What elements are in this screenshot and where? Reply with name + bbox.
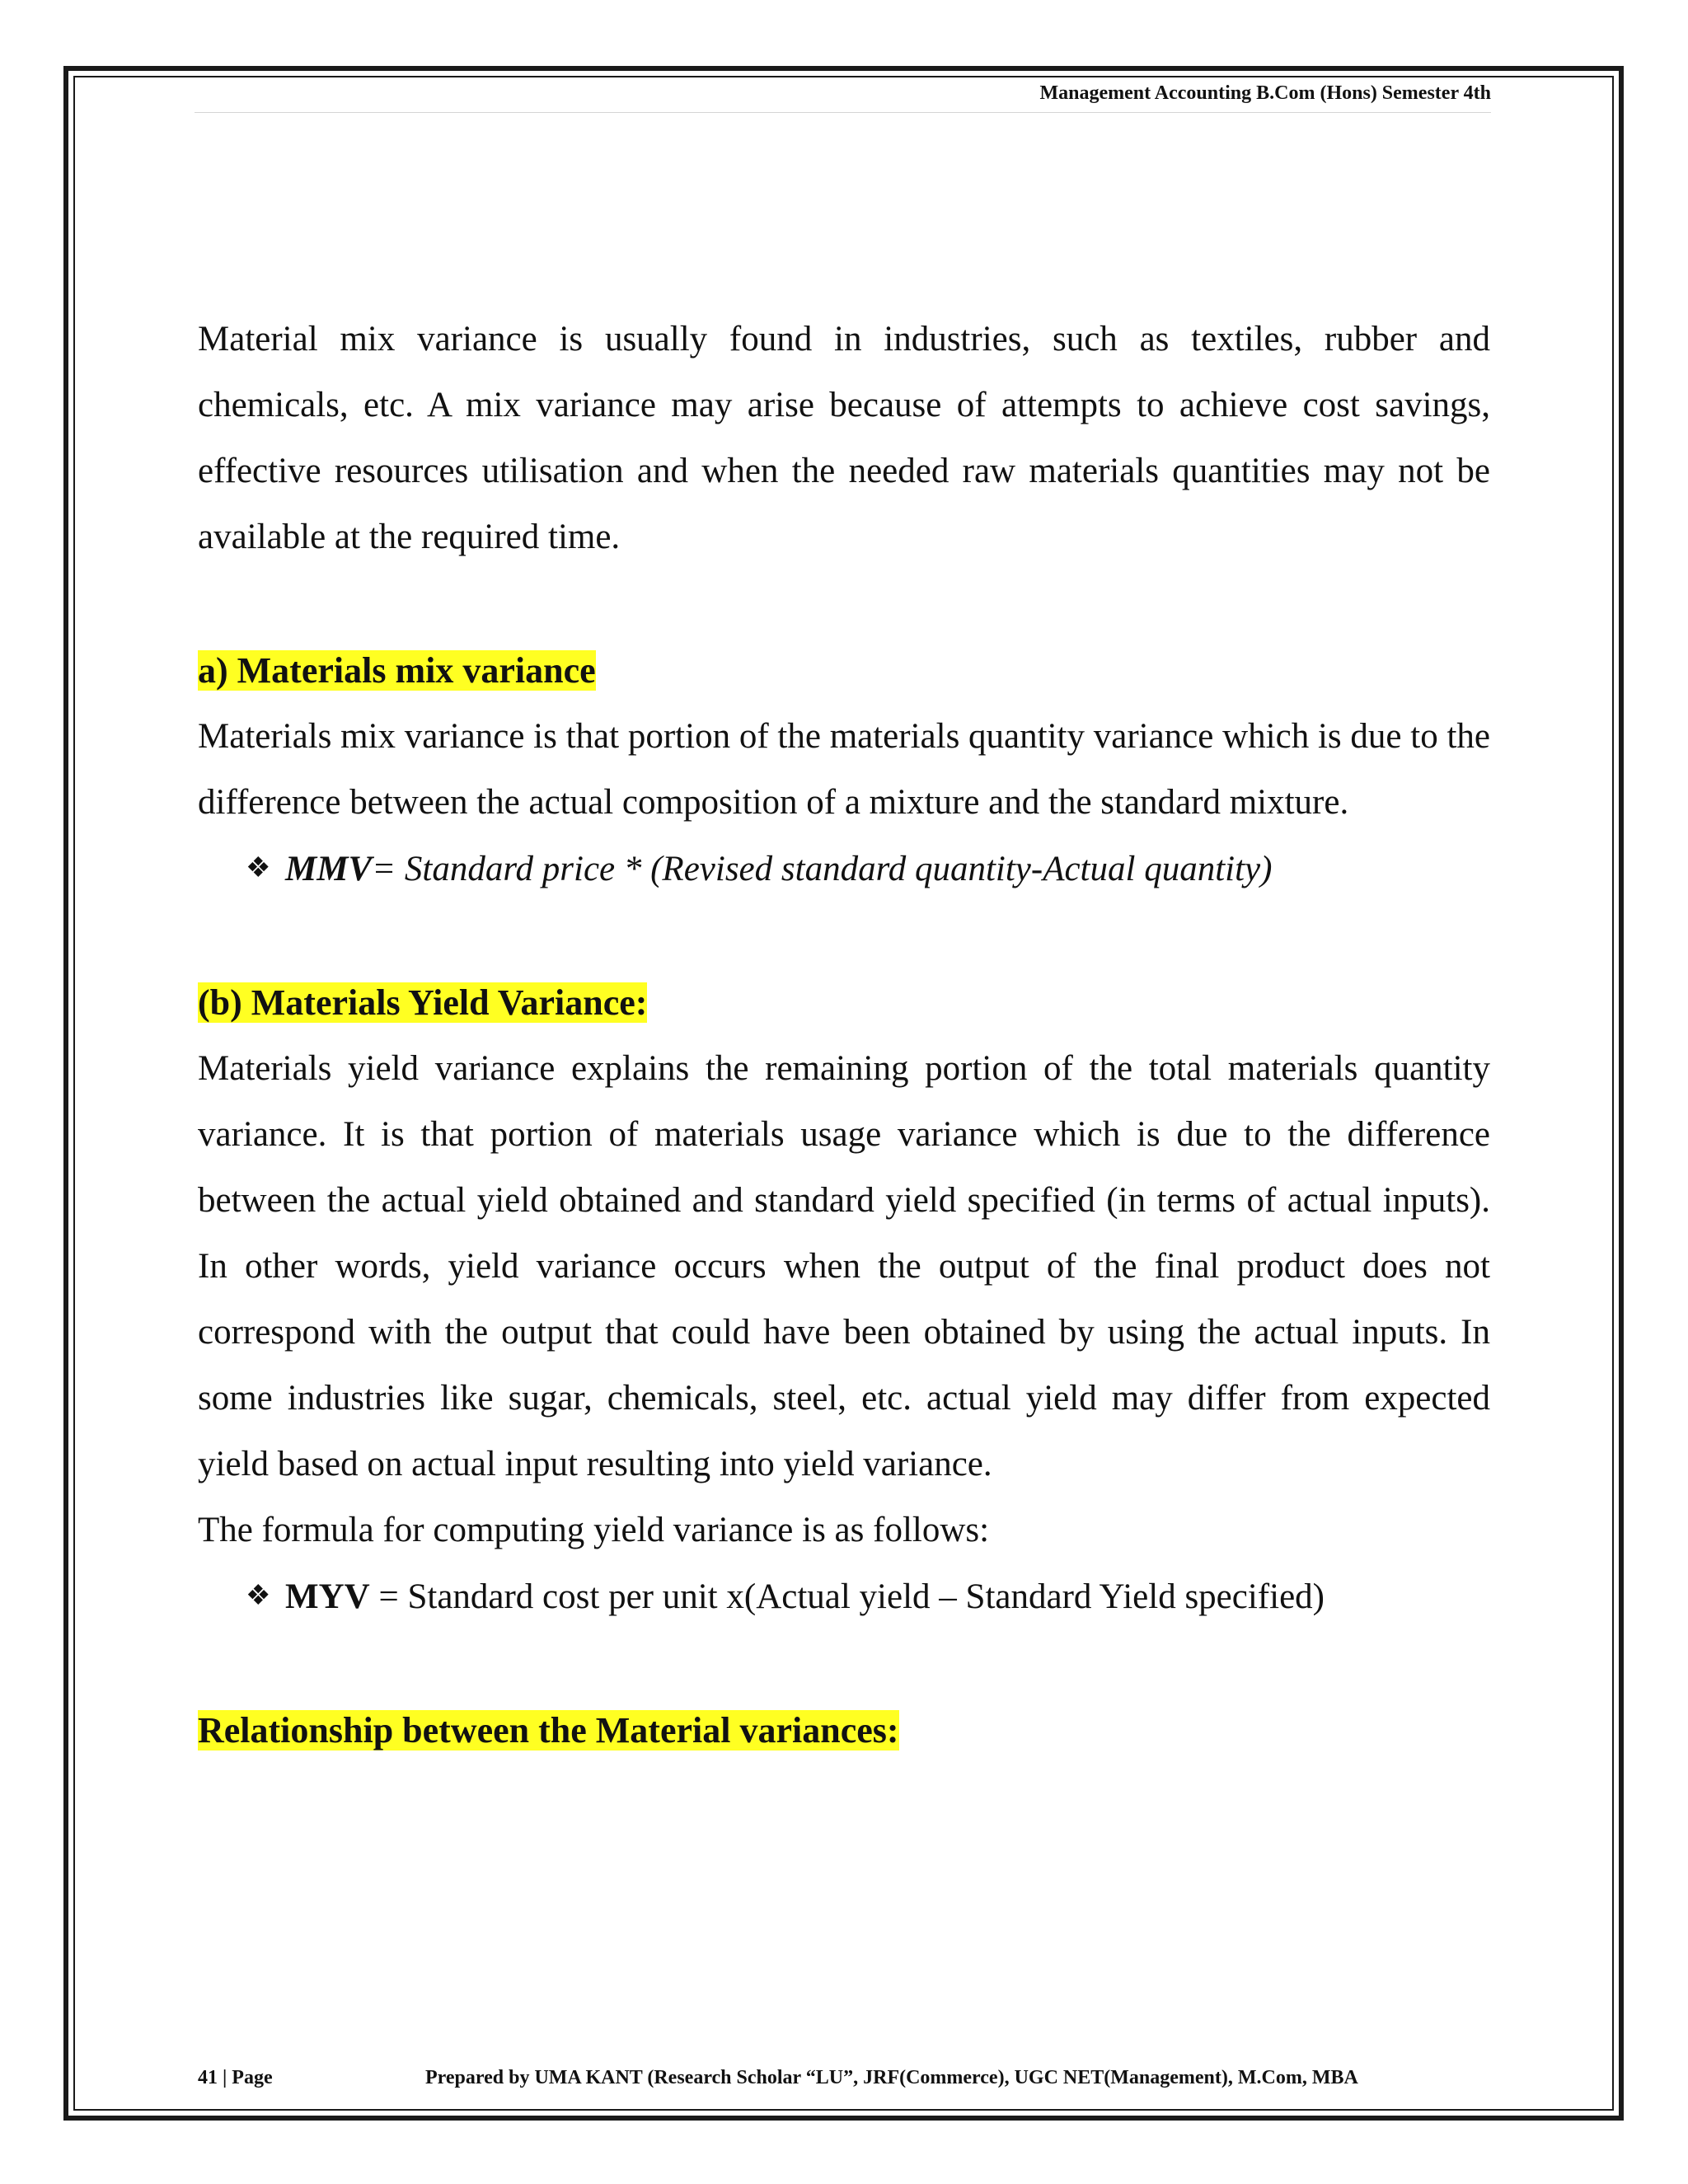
footer-credit: Prepared by UMA KANT (Research Scholar “LU”, JRF(Commerce), UGC NET(Management), M.Com, MBA: [425, 2067, 1358, 2088]
myv-formula-expression: = Standard cost per unit x(Actual yield – Standard Yield specified): [369, 1577, 1325, 1616]
section-c-heading-text: Relationship between the Material variances:: [198, 1710, 899, 1750]
mmv-formula-expression: = Standard price * (Revised standard quantity-Actual quantity): [372, 850, 1273, 888]
section-b-heading: [198, 970, 1490, 1036]
mmv-formula: [198, 836, 1490, 902]
section-c-heading: [198, 1698, 1490, 1764]
myv-formula-term: MYV: [285, 1577, 370, 1616]
spacer: [198, 570, 1490, 638]
section-a-heading: [198, 638, 1490, 704]
spacer: [198, 902, 1490, 970]
myv-formula: [198, 1563, 1490, 1630]
section-b-paragraph: Materials yield variance explains the remaining portion of the total materials quantity variance. It is that portion of materials usage variance which is due to the difference between the actual yield obtained and standard yield specified (in terms of actual inputs). In other words, yield variance occurs when the output of the final product does not correspond with the output that could have been obtained by using the actual inputs. In some industries like sugar, chemicals, steel, etc. actual yield may differ from expected yield based on actual input resulting into yield variance.: [198, 1049, 1490, 1483]
formula-intro: The formula for computing yield variance is as follows:: [198, 1511, 990, 1549]
diamond-bullet-icon: ❖: [246, 1581, 271, 1611]
section-b-heading-text: (b) Materials Yield Variance:: [198, 982, 648, 1023]
page-header: Management Accounting B.Com (Hons) Semester 4th: [195, 81, 1491, 113]
section-a-heading-text: a) Materials mix variance: [198, 650, 596, 691]
page-content: [198, 307, 1490, 1764]
diamond-bullet-icon: ❖: [246, 853, 271, 883]
page-number: 41 | Page: [198, 2067, 273, 2088]
mmv-formula-term: MMV: [285, 850, 373, 888]
intro-paragraph: Material mix variance is usually found in industries, such as textiles, rubber and chemicals, etc. A mix variance may arise because of attempts to achieve cost savings, effective resources utilisation and when the needed raw materials quantities may not be available at the required time.: [198, 320, 1490, 556]
spacer: [198, 1630, 1490, 1698]
section-a-paragraph: Materials mix variance is that portion of the materials quantity variance which is due to the difference between the actual composition of a mixture and the standard mixture.: [198, 717, 1490, 822]
